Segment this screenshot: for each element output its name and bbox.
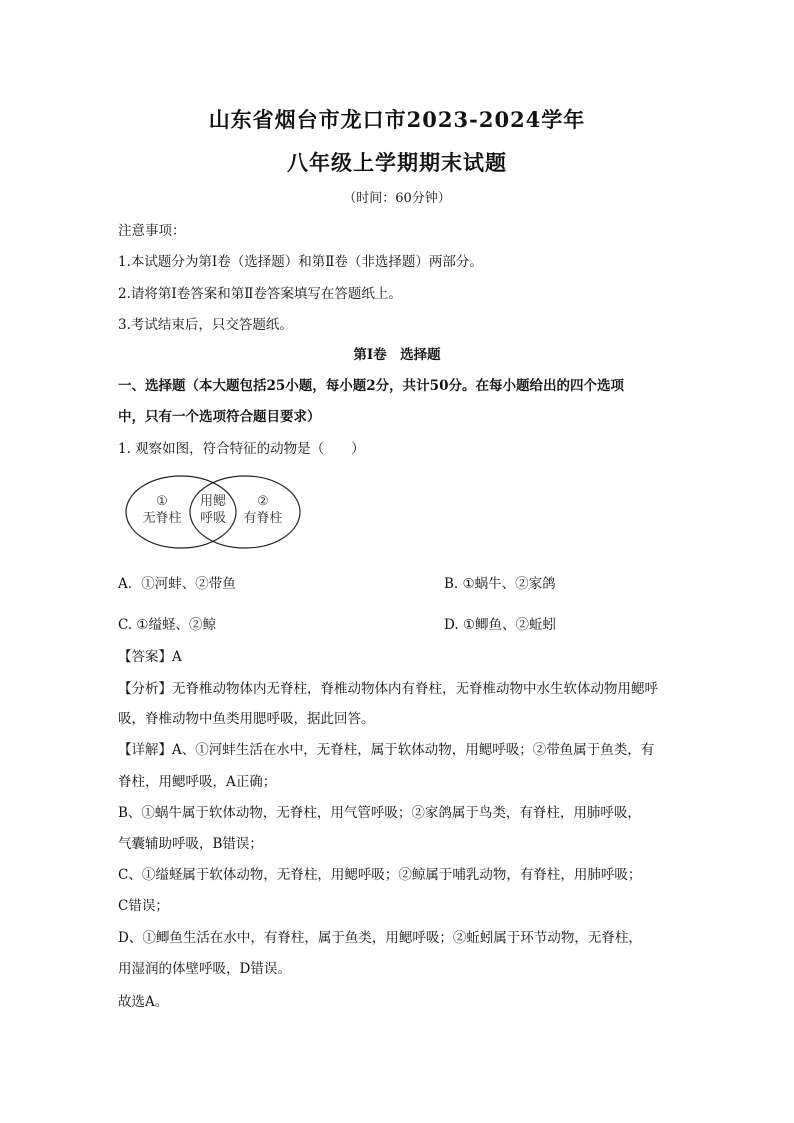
detail-line: 【详解】A、①河蚌生活在水中，无脊柱，属于软体动物，用鳃呼吸；②带鱼属于鱼类，有 (118, 742, 655, 758)
venn-right-label: 有脊柱 (243, 511, 283, 526)
note-item-2: 2.请将第Ⅰ卷答案和第Ⅱ卷答案填写在答题纸上。 (118, 286, 402, 302)
exam-time: （时间：60分钟） (343, 191, 451, 206)
option-d: D. ①鲫鱼、②蚯蚓 (444, 617, 557, 633)
notes-heading: 注意事项： (118, 223, 186, 239)
detail-line: 脊柱，用鳃呼吸，A正确； (118, 774, 277, 790)
venn-left-label: 无脊柱 (142, 511, 182, 526)
answer-line: 【答案】A (118, 649, 182, 665)
analysis-line1: 【分析】无脊椎动物体内无脊柱，脊椎动物体内有脊柱，无脊椎动物中水生软体动物用鳃呼 (118, 681, 658, 697)
section-title: 第Ⅰ卷 选择题 (353, 347, 441, 363)
exam-title-line1: 山东省烟台市龙口市2023-2024学年 (208, 107, 586, 132)
note-item-1: 1.本试题分为第Ⅰ卷（选择题）和第Ⅱ卷（非选择题）两部分。 (118, 254, 483, 270)
note-item-3: 3.考试结束后，只交答题纸。 (118, 317, 293, 333)
detail-line: 气囊辅助呼吸，B错误； (118, 836, 263, 852)
option-c: C. ①缢蛏、②鲸 (118, 617, 217, 633)
detail-line: C错误； (118, 898, 169, 914)
venn-middle-top: 用鳃 (199, 494, 227, 509)
section-instruction-line2: 中，只有一个选项符合题目要求） (118, 409, 321, 425)
analysis-line2: 吸，脊椎动物中鱼类用腮呼吸，据此回答。 (118, 711, 375, 727)
section-instruction-line1: 一、选择题（本大题包括25小题，每小题2分，共计50分。在每小题给出的四个选项 (118, 378, 624, 394)
conclusion-line: 故选A。 (118, 994, 169, 1010)
detail-line: D、①鲫鱼生活在水中，有脊柱，属于鱼类，用鳃呼吸；②蚯蚓属于环节动物，无脊柱， (118, 930, 642, 946)
venn-diagram (124, 474, 302, 550)
detail-line: 用湿润的体壁呼吸，D错误。 (118, 961, 291, 977)
detail-line: C、①缢蛏属于软体动物，无脊柱，用鳃呼吸；②鲸属于哺乳动物，有脊柱，用肺呼吸； (118, 867, 642, 883)
venn-middle-bottom: 呼吸 (199, 511, 227, 526)
option-a: A．①河蚌、②带鱼 (118, 576, 236, 592)
question-stem: 1. 观察如图，符合特征的动物是（ ） (118, 441, 365, 457)
option-b: B. ①蜗牛、②家鸽 (444, 576, 556, 592)
venn-left-number: ① (156, 494, 168, 509)
exam-title-line2: 八年级上学期期末试题 (287, 150, 507, 175)
detail-line: B、①蜗牛属于软体动物，无脊柱，用气管呼吸；②家鸽属于鸟类，有脊柱，用肺呼吸， (118, 805, 641, 821)
venn-right-number: ② (257, 494, 269, 509)
